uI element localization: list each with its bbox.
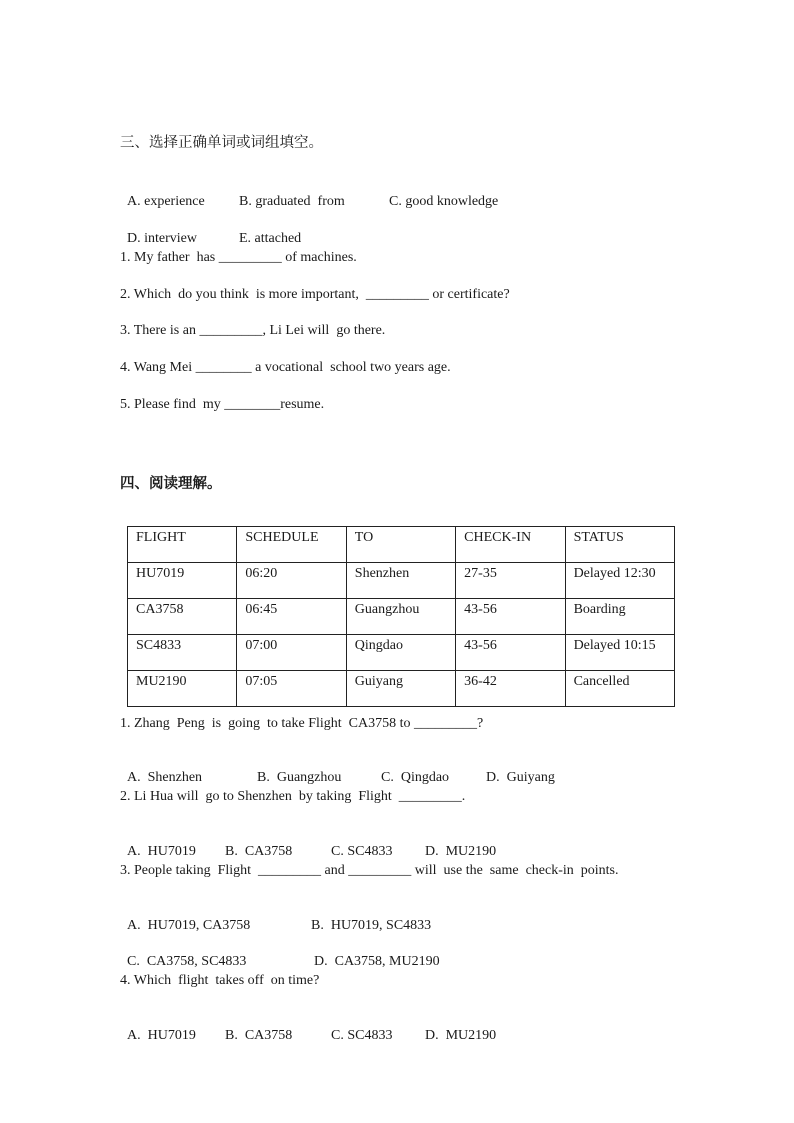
table-cell: CA3758 [128,599,237,635]
section3-question-1: 1. My father has _________ of machines. [120,250,357,265]
section3-options-line2 [120,212,301,248]
table-row [128,599,675,635]
table-cell: 27-35 [456,563,565,599]
header-cell: SCHEDULE [237,527,346,563]
table-cell: 43-56 [456,599,565,635]
q2-option-b: B. CA3758 [225,844,293,859]
q4-option-c: C. SC4833 [331,1028,393,1043]
option-b: B. graduated from [239,194,345,209]
reading-question-1-options [120,751,555,787]
table-cell: 06:20 [237,563,346,599]
reading-question-3: 3. People taking Flight _________ and _________ will use the same check-in points. [120,863,619,878]
q2-option-a: A. HU7019 [127,844,196,859]
reading-question-3-options-line2 [120,935,440,971]
table-cell: 07:05 [237,671,346,707]
table-row [128,563,675,599]
q3-option-a: A. HU7019, CA3758 [127,918,251,933]
section3-question-2: 2. Which do you think is more important, _________ or certificate? [120,287,510,302]
table-cell: Qingdao [346,635,455,671]
table-cell: Cancelled [565,671,674,707]
section3-question-3: 3. There is an _________, Li Lei will go there. [120,323,386,338]
header-cell: CHECK-IN [456,527,565,563]
q3-option-d: D. CA3758, MU2190 [314,954,440,969]
section4-heading: 四、阅读理解。 [120,476,222,492]
q4-option-b: B. CA3758 [225,1028,293,1043]
reading-question-3-options-line1 [120,899,431,935]
table-cell: Delayed 10:15 [565,635,674,671]
reading-question-2: 2. Li Hua will go to Shenzhen by taking Flight _________. [120,789,466,804]
section3-question-5: 5. Please find my ________resume. [120,397,325,412]
q1-option-d: D. Guiyang [486,770,555,785]
table-row [128,671,675,707]
table-cell: 07:00 [237,635,346,671]
option-d: D. interview [127,231,197,246]
q3-option-c: C. CA3758, SC4833 [127,954,247,969]
q2-option-d: D. MU2190 [425,844,497,859]
table-cell: MU2190 [128,671,237,707]
section3-options-line1 [120,175,498,211]
reading-question-4: 4. Which flight takes off on time? [120,973,320,988]
option-c: C. good knowledge [389,194,499,209]
table-row [128,635,675,671]
q1-option-c: C. Qingdao [381,770,450,785]
table-cell: Shenzhen [346,563,455,599]
table-cell: SC4833 [128,635,237,671]
section3-heading: 三、选择正确单词或词组填空。 [120,135,323,151]
table-cell: 43-56 [456,635,565,671]
header-cell: FLIGHT [128,527,237,563]
q1-option-b: B. Guangzhou [257,770,342,785]
table-cell: 06:45 [237,599,346,635]
table-cell: Guiyang [346,671,455,707]
q1-option-a: A. Shenzhen [127,770,203,785]
table-cell: Delayed 12:30 [565,563,674,599]
table-cell: Guangzhou [346,599,455,635]
option-e: E. attached [239,231,302,246]
reading-question-1: 1. Zhang Peng is going to take Flight CA3758 to _________? [120,716,484,731]
header-cell: TO [346,527,455,563]
option-a: A. experience [127,194,205,209]
table-cell: HU7019 [128,563,237,599]
reading-question-4-options [120,1009,496,1045]
q2-option-c: C. SC4833 [331,844,393,859]
q3-option-b: B. HU7019, SC4833 [311,918,432,933]
q4-option-a: A. HU7019 [127,1028,196,1043]
table-header-row [128,527,675,563]
q4-option-d: D. MU2190 [425,1028,497,1043]
header-cell: STATUS [565,527,674,563]
table-cell: 36-42 [456,671,565,707]
reading-question-2-options [120,825,496,861]
section3-question-4: 4. Wang Mei ________ a vocational school two years age. [120,360,451,375]
flight-table [127,526,675,707]
table-cell: Boarding [565,599,674,635]
